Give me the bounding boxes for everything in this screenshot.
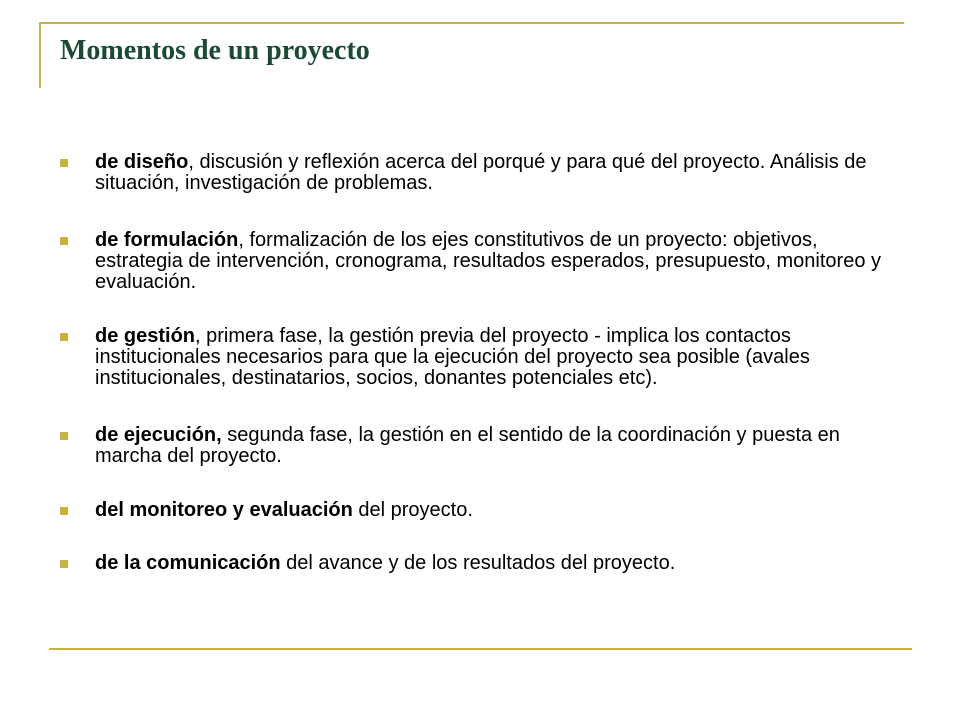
bullet-body: , discusión y reflexión acerca del porqué y para qué del proyecto. Análisis de situación, investigación de problemas. bbox=[95, 151, 867, 194]
bullet-body: , formalización de los ejes constitutivos de un proyecto: objetivos, estrategia de intervención, cronograma, resultados esperados, presupuesto, monitoreo y evaluación. bbox=[95, 229, 882, 293]
bullet-body: del avance y de los resultados del proyecto. bbox=[280, 552, 676, 574]
bullet-lead: del monitoreo y evaluación bbox=[95, 499, 353, 521]
bullet-item-comunicacion bbox=[95, 553, 885, 574]
bullet-text bbox=[95, 229, 881, 293]
bullet-item-diseno bbox=[95, 152, 885, 194]
left-accent-bar bbox=[39, 22, 41, 88]
bullet-text bbox=[95, 424, 840, 467]
square-bullet-icon bbox=[60, 432, 68, 440]
bullet-text bbox=[95, 552, 675, 574]
bullet-lead: de gestión bbox=[95, 325, 196, 347]
bullet-text bbox=[95, 151, 867, 194]
bullet-item-formulacion bbox=[95, 230, 885, 293]
square-bullet-icon bbox=[60, 333, 68, 341]
bullet-body: , primera fase, la gestión previa del proyecto - implica los contactos institucionales necesarios para que la ejecución del proyecto sea posible (avales institucionales, destinatarios, socios, donantes potenciales etc). bbox=[95, 325, 810, 389]
bullet-lead: de formulación bbox=[95, 229, 239, 251]
bullet-item-ejecucion bbox=[95, 425, 885, 467]
bottom-divider bbox=[49, 648, 912, 650]
slide-title: Momentos de un proyecto bbox=[60, 35, 370, 66]
bullet-lead: de ejecución, bbox=[95, 424, 222, 446]
top-divider bbox=[39, 22, 904, 24]
bullet-body: del proyecto. bbox=[352, 499, 473, 521]
bullet-body: segunda fase, la gestión en el sentido de la coordinación y puesta en marcha del proyecto. bbox=[95, 424, 840, 467]
bullet-lead: de diseño bbox=[95, 151, 189, 173]
bullet-item-monitoreo bbox=[95, 500, 885, 521]
bullet-lead: de la comunicación bbox=[95, 552, 281, 574]
square-bullet-icon bbox=[60, 159, 68, 167]
square-bullet-icon bbox=[60, 237, 68, 245]
square-bullet-icon bbox=[60, 560, 68, 568]
bullet-item-gestion bbox=[95, 326, 885, 389]
square-bullet-icon bbox=[60, 507, 68, 515]
bullet-text bbox=[95, 325, 810, 389]
bullet-text bbox=[95, 499, 473, 521]
